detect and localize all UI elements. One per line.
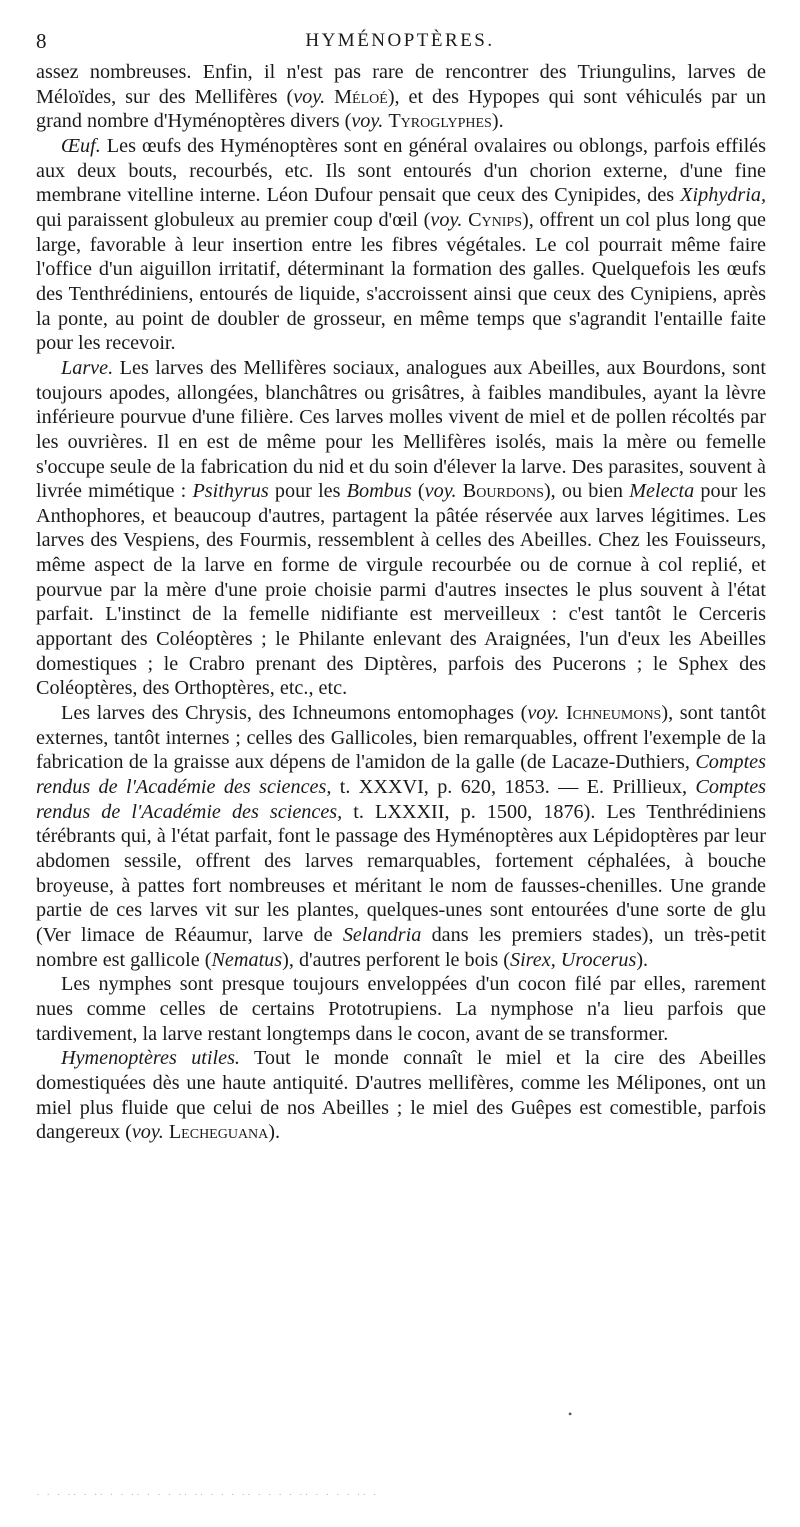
italic-run: voy. (293, 85, 326, 108)
italic-run: Bombus (346, 480, 412, 503)
paragraph-chrysis (36, 701, 766, 972)
text-run: ), d'autres perforent le bois ( (282, 948, 510, 971)
small-caps-run: Bourdons (462, 480, 544, 503)
text-run (559, 702, 566, 724)
small-caps-run: Méloé (334, 85, 388, 108)
italic-run: Hymenoptères utiles. (61, 1047, 240, 1070)
text-run: ( (411, 480, 425, 503)
small-caps-run: Ichneumons (565, 702, 662, 725)
italic-run: Psithyrus (192, 480, 269, 503)
text-run: pour les (268, 480, 347, 503)
paragraph-larve (36, 356, 766, 701)
text-run: ). (491, 110, 504, 133)
text-run: dans les premiers stades), un très-petit nombre est gallicole ( (36, 923, 766, 971)
text-run: Les larves des Mellifères sociaux, analogues aux Abeilles, aux Bourdons, sont toujours apodes, allongées, blanchâtres ou grisâtres, à faibles mandibules, ayant la lèvre inférieure pourvue d'une filière. Ces larves molles vivent de miel et de pollen récoltés par les ouvrières. Il en est de même pour les Mellifères isolés, mais la mère ou femelle s'occupe seule de la fabrication du nid et du soin d'élever la larve. Des parasites, souvent à livrée mimétique : (36, 356, 766, 503)
text-run: pour les Anthophores, et beaucoup d'autres, partagent la pâtée réservée aux larves légitimes. Les larves des Vespiens, des Fourmis, ressemblent à celles des Abeilles. Chez les Fouisseurs, même aspect de la larve en forme de virgule recourbée ou de cornue à col replié, et pourvue par la mère d'une proie choisie parmi d'autres insectes le plus souvent à l'état parfait. L'instinct de la femelle nidifiante est merveilleux : c'est tantôt le Cerceris apportant des Coléoptères ; le Philante enlevant des Araignées, l'un d'eux les Abeilles domestiques ; le Crabro prenant des Diptères, parfois des Pucerons ; le Sphex des Coléoptères, des Orthoptères, etc., etc. (36, 480, 766, 700)
italic-run: voy. (424, 480, 457, 503)
text-run: ). (636, 948, 649, 971)
text-run: ). (268, 1121, 281, 1144)
italic-run: voy. (430, 208, 463, 231)
italic-run: voy. (351, 110, 384, 133)
italic-run: Comptes rendus de l'Académie des sciences, (36, 776, 767, 823)
text-run: ), offrent un col plus long que large, favorable à leur insertion entre les fibres végétales. Le col pourrait même faire l'office d'un aiguillon irritatif, déterminant la formation des galles. Quelquefois les œufs des Tenthrédiniens, entourés de liquide, s'accroissent ainsi que ceux des Cynipiens, après la ponte, au point de doubler de grosseur, en même temps que s'agrandit l'entaille faite pour les recevoir. (36, 208, 767, 355)
paragraph-oeuf (36, 134, 766, 356)
italic-run: Comptes rendus de l'Académie des sciences, (36, 751, 766, 799)
text-run: assez nombreuses. Enfin, il n'est pas rare de rencontrer des Triungulins, larves de Méloïdes, sur des Mellifères ( (36, 61, 766, 108)
italic-run: Nematus (211, 948, 283, 971)
show-through-line: · · · ·· · ·· · · ·· · · · ·· ·· · · · ·· · · · · ·· · · · · ·· · (36, 1489, 379, 1501)
italic-run: Melecta (629, 480, 695, 503)
text-run (325, 86, 334, 108)
small-caps-run: Cynips (468, 208, 522, 231)
italic-run: voy. (131, 1121, 164, 1144)
text-run: Les nymphes sont presque toujours enveloppées d'un cocon filé par elles, rarement nues comme celles de certains Prototrupiens. La nymphose n'a lieu parfois que tardivement, la larve restant longtemps dans le cocon, avant de se transformer. (36, 973, 766, 1045)
text-run: ), ou bien (543, 480, 630, 503)
body-text (36, 60, 766, 1145)
text-run: Tout le monde connaît le miel et la cire des Abeilles domestiquées dès une haute antiquité. D'autres mellifères, comme les Mélipones, ont un miel plus fluide que celui de nos Abeilles ; le miel des Guêpes est comestible, parfois dangereux ( (36, 1047, 766, 1144)
italic-run: voy. (527, 702, 560, 725)
small-caps-run: Tyroglyphes (388, 110, 492, 133)
page-number: 8 (36, 29, 47, 53)
text-run: Les œufs des Hyménoptères sont en général ovalaires ou oblongs, parfois effilés aux deux bouts, recourbés, etc. Ils sont entourés d'un chorion externe, d'une fine membrane vitelline interne. Léon Dufour pensait que ceux des Cynipides, des (36, 134, 766, 207)
italic-run: Selandria (342, 923, 422, 946)
paragraph-utiles (36, 1046, 766, 1145)
paragraph-nymphes (36, 972, 766, 1046)
page-header (36, 26, 764, 56)
text-run: ), sont tantôt externes, tantôt internes ; celles des Gallicoles, bien remarquables, offrent l'exemple de la fabrication de la graisse aux dépens de l'amidon de la galle (de Lacaze-Duthiers, (36, 702, 767, 774)
italic-run: Œuf. (61, 134, 101, 157)
text-run: t. XXXVI, p. 620, 1853. — E. Prillieux, (331, 776, 696, 799)
italic-run: Larve. (61, 356, 114, 379)
paragraph-intro (36, 60, 766, 134)
text-run: t. LXXXII, p. 1500, 1876). Les Tenthrédiniens térébrants qui, à l'état parfait, font le passage des Hyménoptères aux Lépidoptères par leur abdomen sessile, offrent des larves remarquables, fortement céphalées, à bouche broyeuse, à pattes fort nombreuses et méritant le nom de fausses-chenilles. Une grande partie de ces larves vit sur les plantes, quelques-unes sont entourées d'une sorte de glu (Ver limace de Réaumur, larve de (36, 800, 766, 946)
text-run: ), et des Hypopes qui sont véhiculés par un grand nombre d'Hyménoptères divers ( (36, 85, 767, 133)
italic-run: Xiphydria, (680, 184, 766, 207)
text-run: Les larves des Chrysis, des Ichneumons entomophages ( (61, 702, 528, 725)
running-head: HYMÉNOPTÈRES. (305, 30, 495, 51)
text-run: qui paraissent globuleux au premier coup d'œil ( (36, 208, 431, 231)
small-caps-run: Lecheguana (168, 1121, 269, 1144)
print-mark: • (568, 1407, 573, 1421)
italic-run: Sirex, Urocerus (509, 948, 637, 971)
